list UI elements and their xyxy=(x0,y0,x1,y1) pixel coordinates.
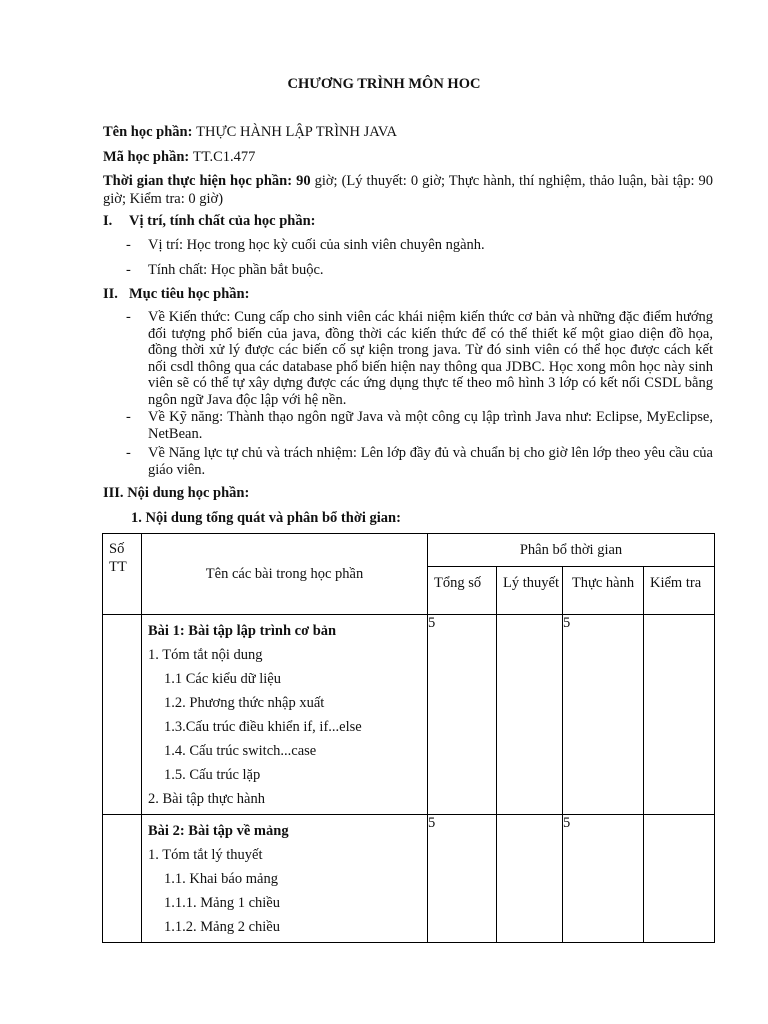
section-2-item: Về Kỹ năng: Thành thạo ngôn ngữ Java và một công cụ lập trình Java như: Eclipse, MyEclipse, NetBean. xyxy=(148,409,713,442)
header-theory: Lý thuyết xyxy=(497,567,563,615)
lesson-line: 1.1. Khai báo mảng xyxy=(164,871,278,887)
duration-hours: 90 xyxy=(296,173,311,189)
section-1-heading xyxy=(103,213,316,230)
duration-detail: giờ; (Lý thuyết: 0 giờ; Thực hành, thí nghiệm, thảo luận, bài tập: 90 giờ; Kiểm tra: 0 giờ) xyxy=(103,173,714,207)
lesson-line: 1.1.1. Mảng 1 chiều xyxy=(164,895,280,911)
duration-paragraph: Thời gian thực hiện học phần: 90 giờ; (Lý thuyết: 0 giờ; Thực hành, thí nghiệm, thảo luận, bài tập: 90 giờ; Kiểm tra: 0 giờ) xyxy=(103,173,714,207)
row-test xyxy=(644,615,715,815)
section-1-item: Vị trí: Học trong học kỳ cuối của sinh viên chuyên ngành. xyxy=(148,237,485,253)
header-total: Tổng số xyxy=(428,567,497,615)
course-content-table xyxy=(102,533,715,943)
lesson-line: 1.1.2. Mảng 2 chiều xyxy=(164,919,280,935)
header-test: Kiểm tra xyxy=(644,567,715,615)
row-practice: 5 xyxy=(563,815,644,943)
course-name-line: Tên học phần: THỰC HÀNH LẬP TRÌNH JAVA xyxy=(103,124,397,140)
row-total: 5 xyxy=(428,815,497,943)
course-code-value: TT.C1.477 xyxy=(192,149,256,165)
lesson-line: 1. Tóm tắt lý thuyết xyxy=(148,847,263,863)
course-code-label: Mã học phần xyxy=(103,149,185,165)
bullet-dash: - xyxy=(126,237,131,253)
lesson-line: 1.3.Cấu trúc điều khiển if, if...else xyxy=(164,719,362,735)
lesson-line: 1.5. Cấu trúc lặp xyxy=(164,767,261,783)
row-theory xyxy=(497,815,563,943)
lesson-line: 1.1 Các kiểu dữ liệu xyxy=(164,671,281,687)
header-time-allocation: Phân bổ thời gian xyxy=(428,534,715,567)
section-1-title: Vị trí, tính chất của học phần: xyxy=(129,213,316,229)
section-3-heading xyxy=(103,485,249,502)
row-theory xyxy=(497,615,563,815)
lesson-title: Bài 2: Bài tập về mảng xyxy=(148,823,289,839)
section-3-title: Nội dung học phần: xyxy=(127,485,250,501)
row-stt xyxy=(103,815,142,943)
course-name-label: Tên học phần xyxy=(103,124,188,140)
bullet-dash: - xyxy=(126,409,131,425)
row-stt xyxy=(103,615,142,815)
section-1-item: Tính chất: Học phần bắt buộc. xyxy=(148,262,324,278)
row-test xyxy=(644,815,715,943)
section-2-item: Về Kiến thức: Cung cấp cho sinh viên các khái niệm kiến thức cơ bản và những đặc điểm hướng đối tượng phổ biến của java, đồng thời các kiến thức để có thể thiết kế một giao diện đồ họa, đồng thời xử lý được các biến cố sự kiện trong java. Từ đó sinh viên có thể học được cách kết nối csdl thông qua các database phổ biến hiện nay thông qua JDBC. Học xong môn học này sinh viên sẽ có thể tự xây dựng được các ứng dụng thực tế theo mô hình 3 lớp có kết nối CSDL bằng ngôn ngữ Java độc lập với hệ nền. xyxy=(148,309,713,408)
header-practice: Thực hành xyxy=(563,567,644,615)
table-header-row xyxy=(103,534,715,567)
lesson-cell xyxy=(142,615,428,815)
section-2-item: Về Năng lực tự chủ và trách nhiệm: Lên lớp đầy đủ và chuẩn bị cho giờ lên lớp theo yêu cầu của giáo viên. xyxy=(148,445,713,478)
table-row xyxy=(103,815,715,943)
bullet-dash: - xyxy=(126,309,131,325)
document-title: CHƯƠNG TRÌNH MÔN HOC xyxy=(287,76,481,92)
section-2-heading xyxy=(103,286,249,303)
section-2-title: Mục tiêu học phần: xyxy=(129,286,250,302)
lesson-line: 1. Tóm tắt nội dung xyxy=(148,647,263,663)
table-row xyxy=(103,615,715,815)
section-1-number: I. xyxy=(103,213,113,229)
section-2-number: II. xyxy=(103,286,118,302)
lesson-title: Bài 1: Bài tập lập trình cơ bản xyxy=(148,623,337,639)
header-lesson-name: Tên các bài trong học phần xyxy=(142,534,428,615)
section-3-subheading: 1. Nội dung tổng quát và phân bổ thời gian: xyxy=(131,510,401,526)
duration-label: Thời gian thực hiện học phần xyxy=(103,173,288,189)
course-name-value: THỰC HÀNH LẬP TRÌNH JAVA xyxy=(196,124,397,140)
course-code-line: Mã học phần: TT.C1.477 xyxy=(103,149,256,165)
bullet-dash: - xyxy=(126,445,131,461)
lesson-cell xyxy=(142,815,428,943)
section-3-number: III. xyxy=(103,485,124,501)
header-stt: Số TT xyxy=(103,534,142,615)
row-practice: 5 xyxy=(563,615,644,815)
row-total: 5 xyxy=(428,615,497,815)
bullet-dash: - xyxy=(126,262,131,278)
lesson-line: 1.2. Phương thức nhập xuất xyxy=(164,695,325,711)
lesson-line: 1.4. Cấu trúc switch...case xyxy=(164,743,317,759)
lesson-line: 2. Bài tập thực hành xyxy=(148,791,265,807)
